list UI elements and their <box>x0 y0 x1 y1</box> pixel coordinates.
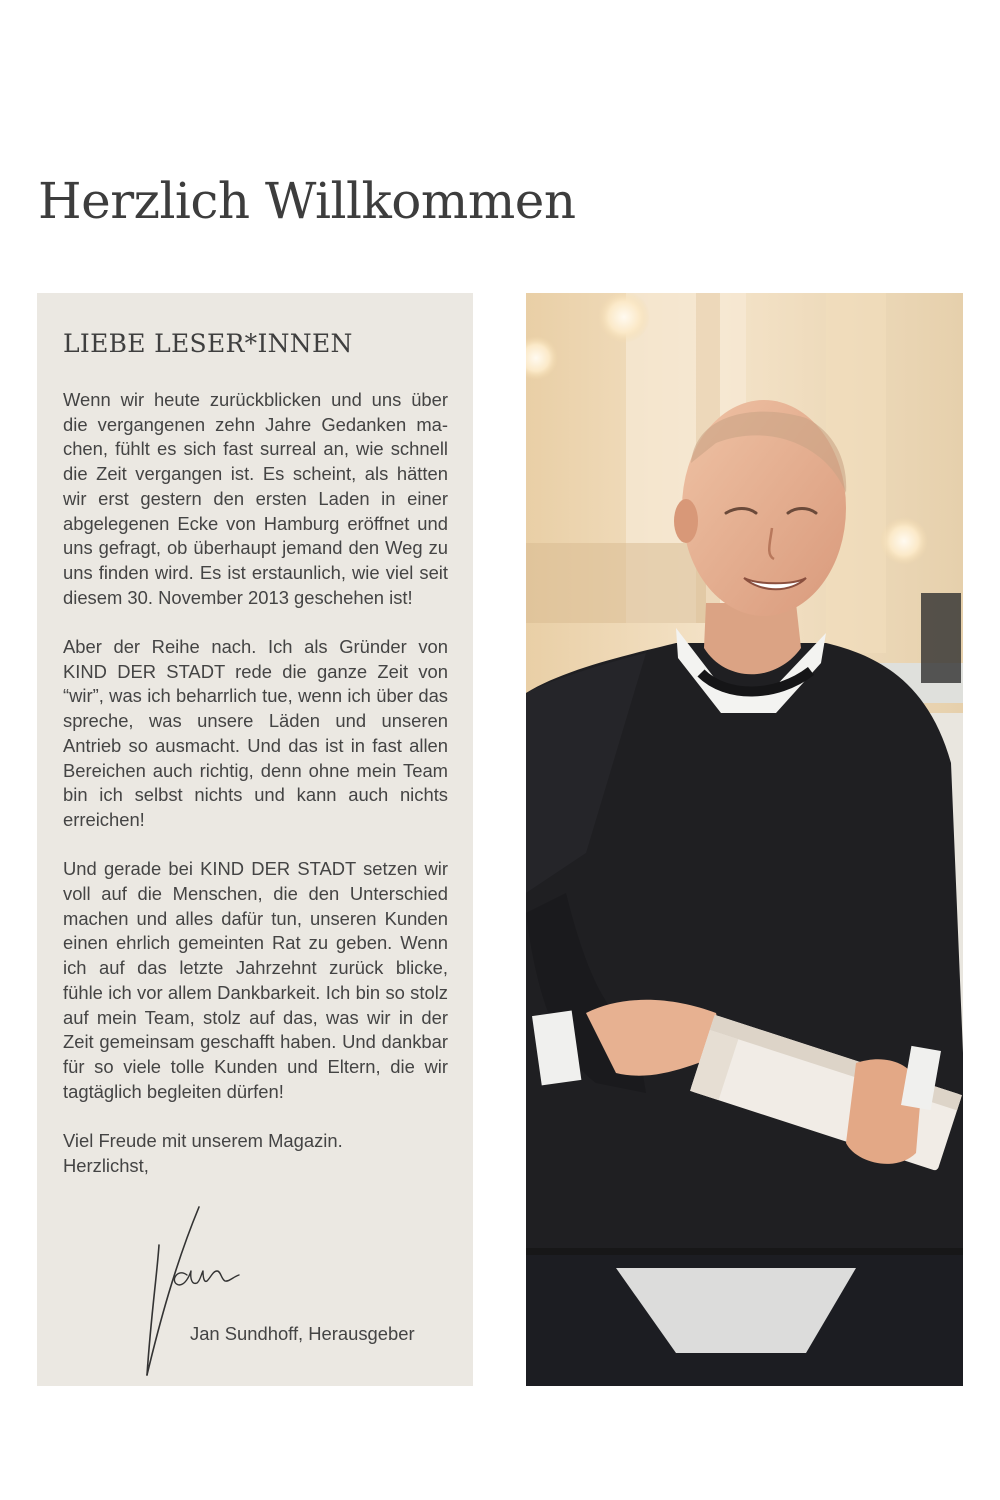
letter-closing-line-2: Herzlichst, <box>63 1154 149 1176</box>
letter-closing-line-1: Viel Freude mit unserem Magazin. <box>63 1130 343 1152</box>
letter-paragraph-2: Aber der Reihe nach. Ich als Gründer von KIND DER STADT rede die ganze Zeit von “wir”, was ich beharrlich tue, wenn ich über das spreche, was unsere Läden und unseren Antrieb so ausmacht. Und das ist in fast allen Bereichen auch richtig, denn ohne mein Team bin ich selbst nichts und kann auch nichts erreichen! <box>63 636 448 830</box>
portrait-photo-illustration <box>526 293 963 1386</box>
signer-name: Jan Sundhoff, Herausgeber <box>190 1323 415 1344</box>
letter-body <box>63 388 448 1178</box>
page-title: Herzlich Willkommen <box>38 172 576 230</box>
portrait-photo <box>526 293 963 1386</box>
editorial-letter-box <box>37 293 473 1386</box>
handwritten-signature <box>137 1205 247 1380</box>
letter-paragraph-3: Und gerade bei KIND DER STADT setzen wir voll auf die Menschen, die den Unterschied machen und alles dafür tun, unseren Kunden einen ehrlich gemeinten Rat zu geben. Wenn ich auf das letzte Jahrzehnt zurück blicke, fühle ich vor allem Dankbarkeit. Ich bin so stolz auf mein Team, stolz auf das, was wir in der Zeit gemeinsam geschafft haben. Und dankbar für so viele tolle Kunden und Eltern, die wir tagtäglich begleiten dürfen! <box>63 858 448 1102</box>
letter-paragraph-1: Wenn wir heute zurückblicken und uns über die vergangenen zehn Jahre Gedanken machen, fühlt es sich fast surreal an, wie schnell die Zeit vergangen ist. Es scheint, als hätten wir erst gestern den ersten Laden in einer abgelegenen Ecke von Hamburg eröffnet und uns gefragt, ob überhaupt jemand den Weg zu uns finden wird. Es ist erstaunlich, wie viel seit diesem 30. November 2013 geschehen ist! <box>63 389 448 608</box>
letter-heading: LIEBE LESER*INNEN <box>63 329 353 358</box>
